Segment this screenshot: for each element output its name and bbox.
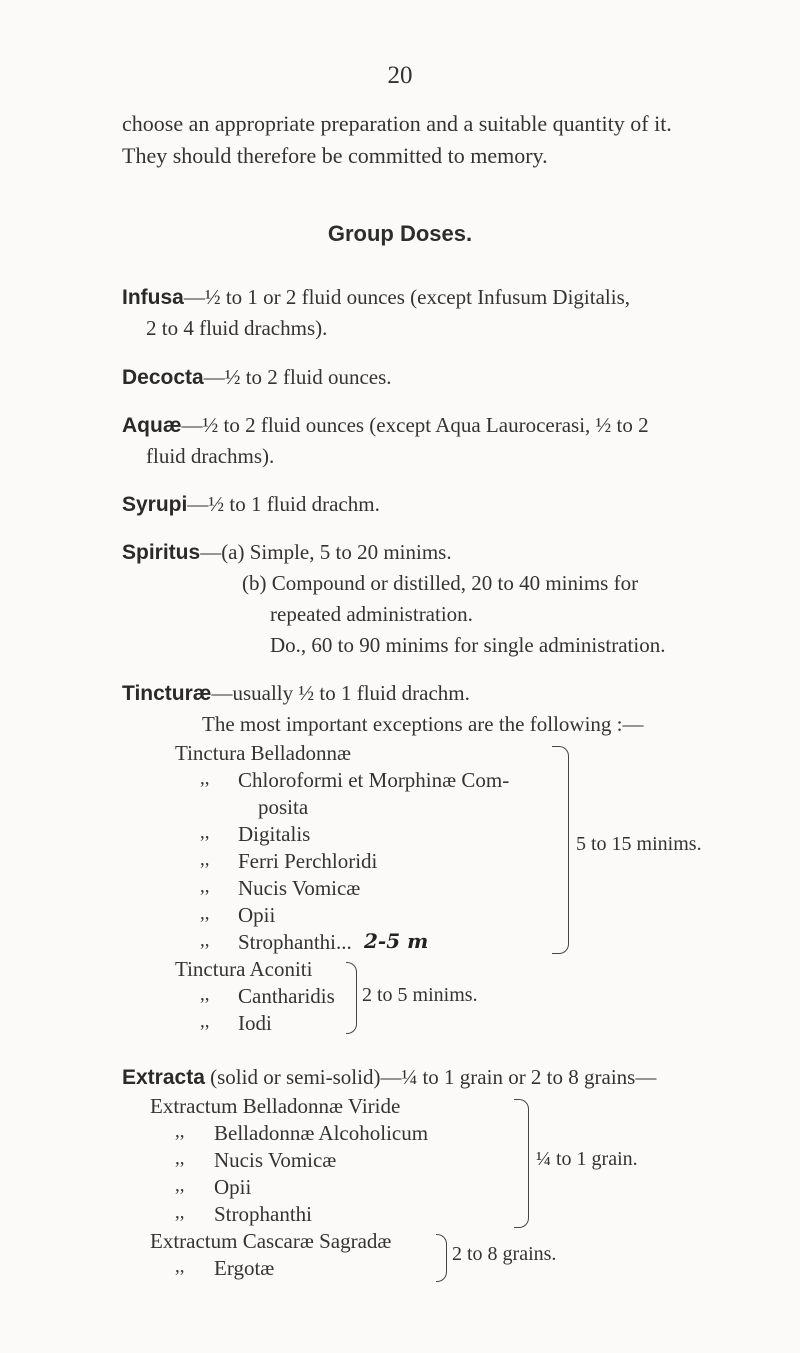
tinct-item-6: Nucis Vomicæ [238, 876, 361, 900]
ditto-mark: ,, [200, 903, 210, 924]
spiritus-text-2: (b) Compound or distilled, 20 to 40 minims for [242, 571, 639, 595]
ditto-mark: ,, [200, 930, 210, 951]
ditto-mark: ,, [175, 1121, 185, 1142]
extract-item-4: Opii [214, 1175, 252, 1199]
infusa-text-1: —½ to 1 or 2 fluid ounces (except Infusum Digitalis, [183, 285, 631, 309]
brace [436, 1234, 447, 1282]
aquae-text-2: fluid drachms). [146, 444, 275, 468]
tinct-item-9: Tinctura Aconiti [175, 957, 313, 981]
spiritus-text-4: Do., 60 to 90 minims for single administration. [270, 633, 666, 657]
dose-tincturae-group1: 5 to 15 minims. [576, 833, 702, 855]
brace [552, 746, 569, 954]
tinct-item-5: Ferri Perchloridi [238, 849, 378, 873]
extract-item-3: Nucis Vomicæ [214, 1148, 337, 1172]
brace [514, 1099, 529, 1228]
page-number: 20 [387, 62, 413, 89]
extract-item-1: Extractum Belladonnæ Viride [150, 1094, 401, 1118]
dose-tincturae-group2: 2 to 5 minims. [362, 984, 478, 1006]
extract-item-5: Strophanthi [214, 1202, 312, 1226]
extracta-term: Extracta [122, 1066, 205, 1089]
spiritus-text-3: repeated administration. [270, 602, 473, 626]
spiritus-entry [122, 537, 452, 568]
aquae-term: Aquæ [122, 414, 182, 437]
ditto-mark: ,, [175, 1148, 185, 1169]
decocta-entry [122, 362, 392, 393]
ditto-mark: ,, [175, 1175, 185, 1196]
intro-line-2: They should therefore be committed to memory. [122, 143, 548, 168]
tincturae-text-2: The most important exceptions are the following :— [202, 712, 644, 736]
tinct-item-10: Cantharidis [238, 984, 335, 1008]
ditto-mark: ,, [200, 768, 210, 789]
extract-item-6: Extractum Cascaræ Sagradæ [150, 1229, 392, 1253]
tinct-item-7: Opii [238, 903, 276, 927]
ditto-mark: ,, [200, 1011, 210, 1032]
tincturae-text-1: —usually ½ to 1 fluid drachm. [211, 681, 470, 705]
tincturae-term: Tincturæ [122, 682, 212, 705]
ditto-mark: ,, [175, 1256, 185, 1277]
infusa-text-2: 2 to 4 fluid drachms). [146, 316, 328, 340]
ditto-mark: ,, [200, 849, 210, 870]
aquae-entry [122, 410, 649, 441]
tinct-item-1: Tinctura Belladonnæ [175, 741, 351, 765]
tinct-item-8: Strophanthi... [238, 930, 352, 954]
infusa-entry [122, 282, 630, 313]
dose-extracta-group2: 2 to 8 grains. [452, 1243, 557, 1265]
tinct-item-2: Chloroformi et Morphinæ Com- [238, 768, 510, 792]
ditto-mark: ,, [175, 1202, 185, 1223]
intro-line-1: choose an appropriate preparation and a suitable quantity of it. [122, 111, 672, 136]
extracta-text: (solid or semi-solid)—¼ to 1 grain or 2 to 8 grains— [204, 1065, 657, 1089]
ditto-mark: ,, [200, 876, 210, 897]
section-heading: Group Doses. [327, 221, 473, 246]
ditto-mark: ,, [200, 984, 210, 1005]
syrupi-term: Syrupi [122, 493, 188, 516]
decocta-text: —½ to 2 fluid ounces. [203, 365, 392, 389]
brace [346, 962, 357, 1034]
tinct-item-4: Digitalis [238, 822, 311, 846]
infusa-term: Infusa [122, 286, 184, 309]
aquae-text-1: —½ to 2 fluid ounces (except Aqua Laurocerasi, ½ to 2 [181, 413, 649, 437]
syrupi-entry [122, 489, 380, 520]
spiritus-text-1: —(a) Simple, 5 to 20 minims. [200, 540, 452, 564]
dose-extracta-group1: ¼ to 1 grain. [536, 1148, 638, 1170]
spiritus-term: Spiritus [122, 541, 201, 564]
extract-item-7: Ergotæ [214, 1256, 275, 1280]
syrupi-text: —½ to 1 fluid drachm. [187, 492, 380, 516]
tinct-item-11: Iodi [238, 1011, 272, 1035]
extract-item-2: Belladonnæ Alcoholicum [214, 1121, 429, 1145]
extracta-entry [122, 1062, 656, 1093]
handwritten-annotation: 2-5 m [364, 929, 429, 953]
tincturae-entry [122, 678, 470, 709]
decocta-term: Decocta [122, 366, 204, 389]
ditto-mark: ,, [200, 822, 210, 843]
tinct-item-3: posita [258, 795, 309, 819]
